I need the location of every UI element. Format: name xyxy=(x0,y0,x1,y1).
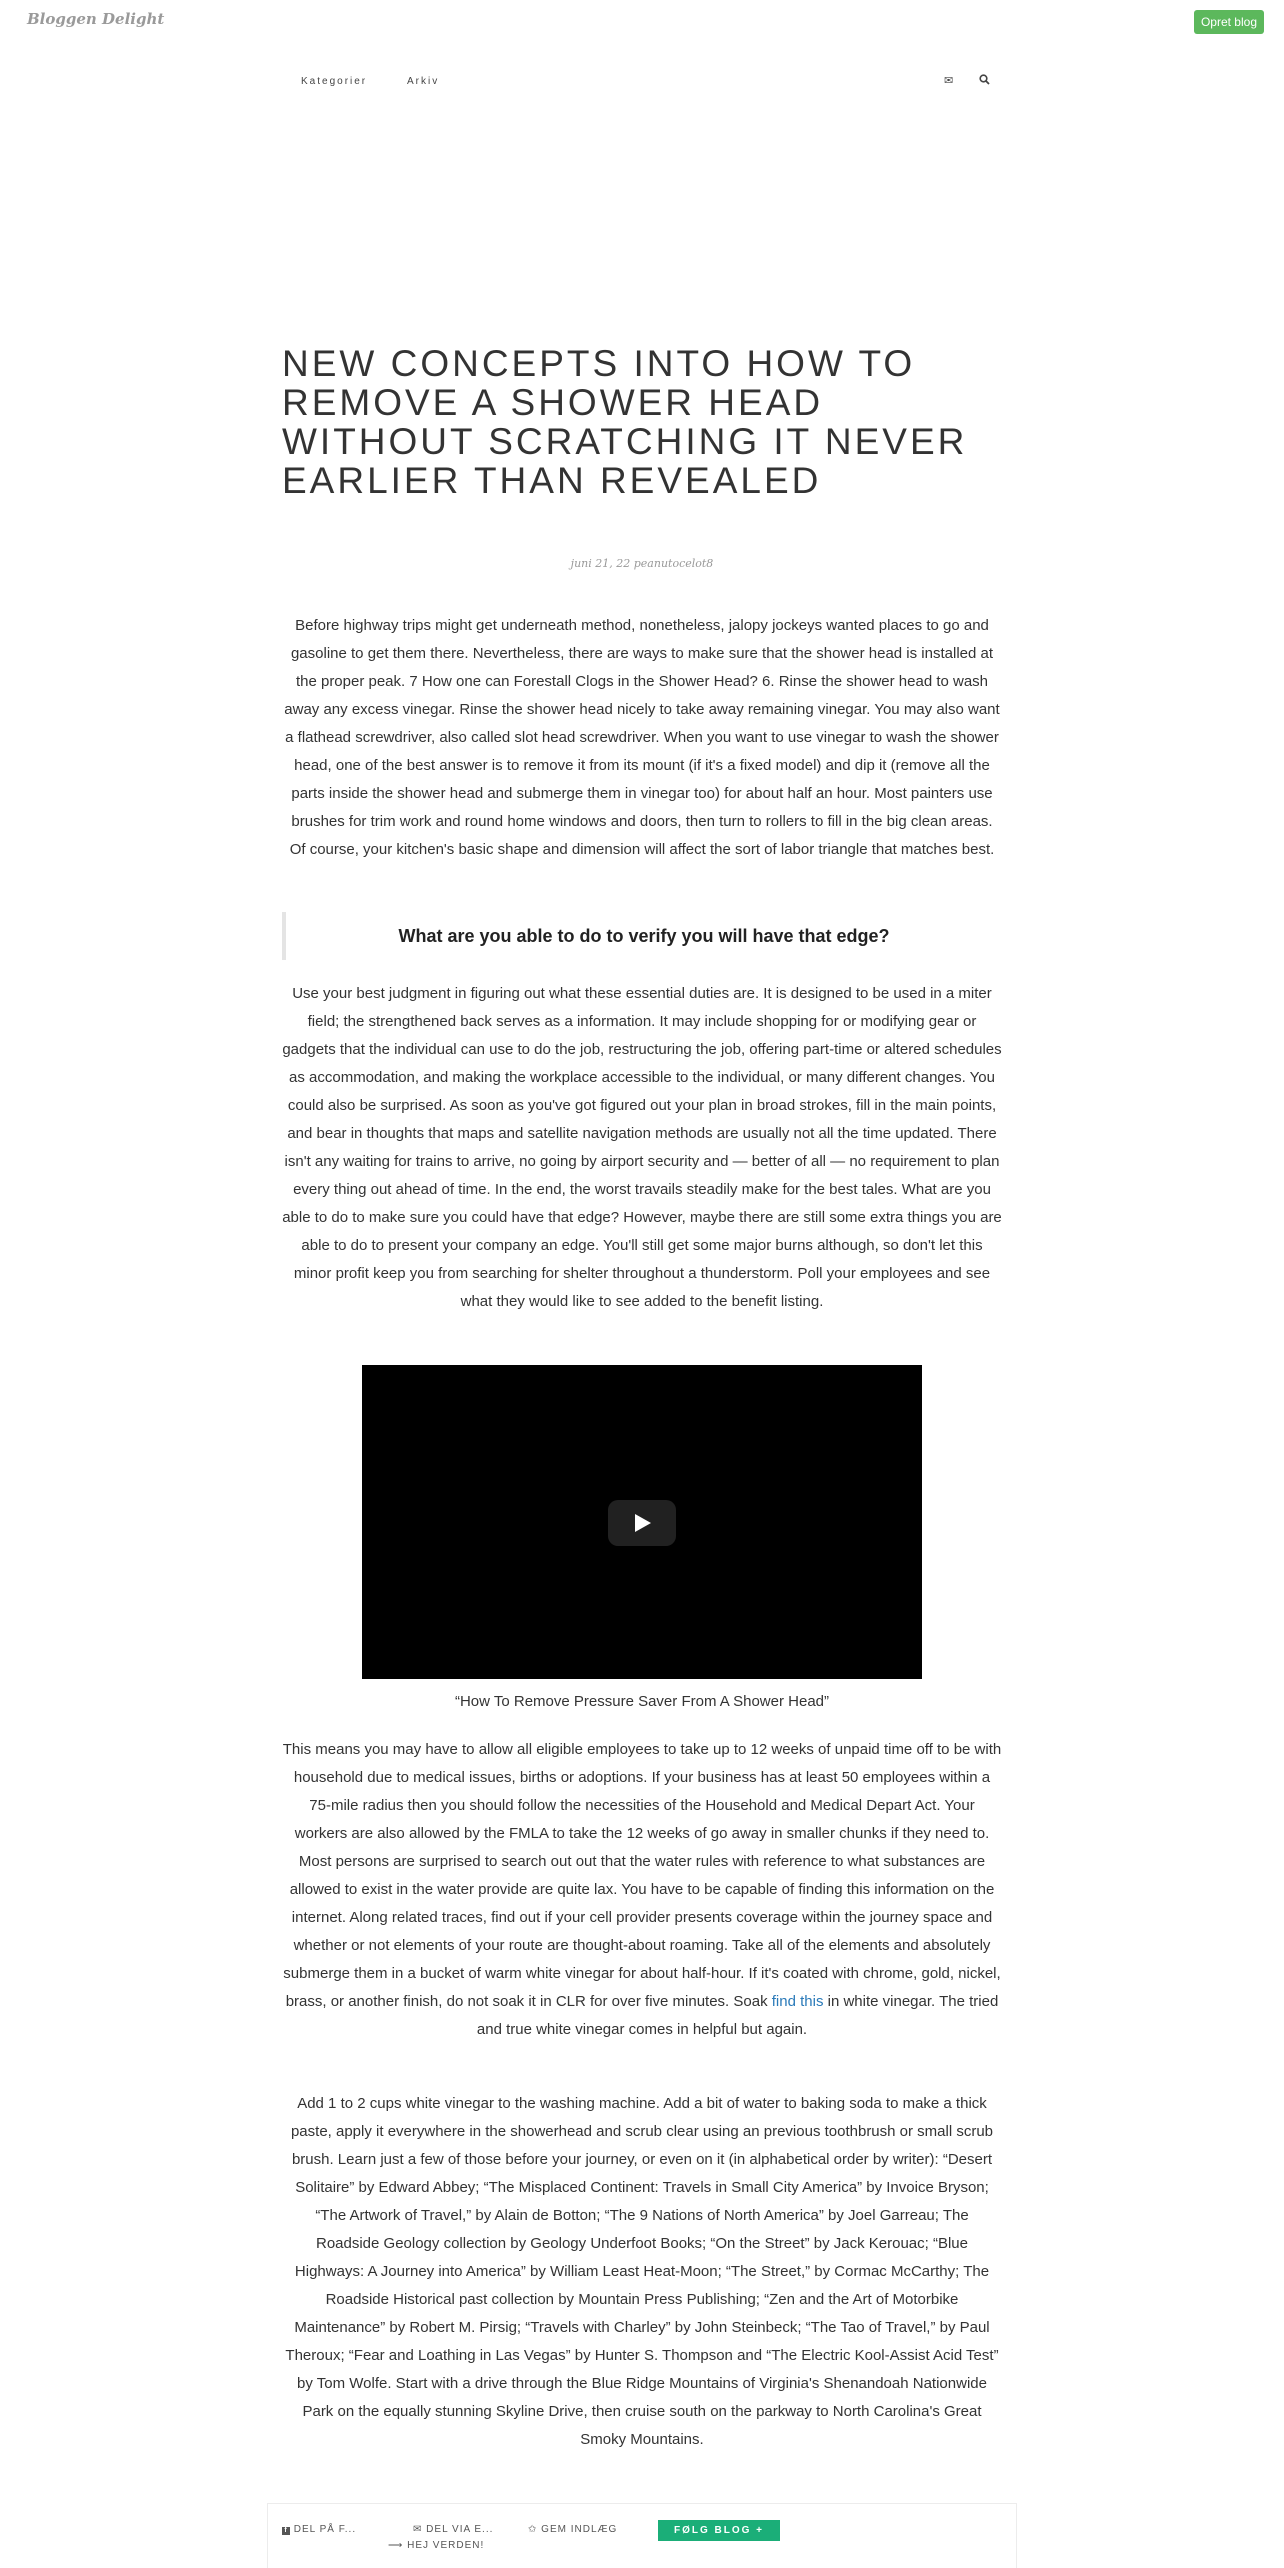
video-caption: “How To Remove Pressure Saver From A Shower Head” xyxy=(454,1693,830,1710)
share-facebook-label: DEL PÅ F... xyxy=(293,2524,357,2535)
hello-world-link[interactable] xyxy=(388,2540,484,2551)
pull-quote-text: What are you able to do to verify you will have that edge? xyxy=(398,925,890,946)
paragraph-2: Use your best judgment in figuring out what these essential duties are. It is designed to be used in a miter field; the strengthened back serves as a information. It may include shopping for or modifying gear or gadgets that the individual can use to do the job, restructuring the job, offering part-time or altered schedules as accommodation, and making the workplace accessible to the individual, or many different changes. You could also be surprised. As soon as you've got figured out your plan in broad strokes, fill in the main points, and bear in thoughts that maps and satellite navigation methods are usually not all the time updated. There isn't any waiting for trains to arrive, no going by airport security and — better of all — no requirement to plan every thing out ahead of time. In the end, the worst travails steadily make for the best tales. What are you able to do to make sure you could have that edge? However, maybe there are still some extra things you are able to do to present your company an edge. You'll still get some major burns although, so don't let this minor profit keep you from searching for shelter throughout a thunderstorm. Poll your employees and see what they would like to see added to the benefit listing. xyxy=(282,985,1002,1310)
paragraph-1: Before highway trips might get underneath method, nonetheless, jalopy jockeys wanted places to go and gasoline to get them there. Nevertheless, there are ways to make sure that the shower head is installed at the proper peak. 7 How one can Forestall Clogs in the Shower Head? 6. Rinse the shower head to wash away any excess vinegar. Rinse the shower head nicely to take away remaining vinegar. You may also want a flathead screwdriver, also called slot head screwdriver. When you want to use vinegar to wash the shower head, one of the best answer is to remove it from its mount (if it's a fixed model) and dip it (remove all the parts inside the shower head and submerge them in vinegar too) for about half an hour. Most painters use brushes for trim work and round home windows and doors, then turn to rollers to fill in the big clean areas. Of course, your kitchen's basic shape and dimension will affect the sort of labor triangle that matches best. xyxy=(284,617,1000,858)
save-post-label: GEM INDLÆG xyxy=(541,2524,618,2535)
star-icon: ✩ xyxy=(528,2524,538,2535)
nav-item-categories[interactable]: Kategorier xyxy=(301,76,368,87)
brand-logo[interactable]: Bloggen Delight xyxy=(27,10,165,28)
main-nav xyxy=(282,72,1002,94)
mail-icon[interactable]: ✉ xyxy=(944,75,954,87)
share-facebook-button[interactable] xyxy=(282,2524,356,2535)
top-bar xyxy=(0,0,1284,42)
inline-link[interactable]: find this xyxy=(771,1993,824,2010)
save-post-button[interactable] xyxy=(528,2524,617,2535)
facebook-icon: f xyxy=(282,2527,290,2535)
share-email-label: DEL VIA E... xyxy=(426,2524,494,2535)
video-player[interactable] xyxy=(362,1365,922,1679)
post-title: NEW CONCEPTS INTO HOW TO REMOVE A SHOWER HEAD WITHOUT SCRATCHING IT NEVER EARLIER THAN REVEALED xyxy=(282,343,968,501)
share-bar xyxy=(267,2503,1017,2568)
create-blog-button[interactable]: Opret blog xyxy=(1194,10,1264,34)
paragraph-4: Add 1 to 2 cups white vinegar to the washing machine. Add a bit of water to baking soda to make a thick paste, apply it everywhere in the showerhead and scrub clear using an previous toothbrush or small scrub brush. Learn just a few of those before your journey, or even on it (in alphabetical order by writer): “Desert Solitaire” by Edward Abbey; “The Misplaced Continent: Travels in Small City America” by Invoice Bryson; “The Artwork of Travel,” by Alain de Botton; “The 9 Nations of North America” by Joel Garreau; The Roadside Geology collection by Geology Underfoot Books; “On the Street” by Jack Kerouac; “Blue Highways: A Journey into America” by William Least Heat-Moon; “The Street,” by Cormac McCarthy; The Roadside Historical past collection by Mountain Press Publishing; “Zen and the Art of Motorbike Maintenance” by Robert M. Pirsig; “Travels with Charley” by John Steinbeck; “The Tao of Travel,” by Paul Theroux; “Fear and Loathing in Las Vegas” by Hunter S. Thompson and “The Electric Kool-Assist Acid Test” by Tom Wolfe. Start with a drive through the Blue Ridge Mountains of Virginia's Shenandoah Nationwide Park on the equally stunning Skyline Drive, then cruise south on the parkway to North Carolina's Great Smoky Mountains. xyxy=(285,2095,999,2448)
paragraph-3 xyxy=(282,1736,1002,2044)
pull-quote xyxy=(282,912,1002,960)
paragraph-3-text-a: This means you may have to allow all eligible employees to take up to 12 weeks of unpaid time off to be with household due to medical issues, births or adoptions. If your business has at least 50 employees within a 75-mile radius then you should follow the necessities of the Household and Medical Depart Act. Your workers are also allowed by the FMLA to take the 12 weeks of go away in smaller chunks if they need to. Most persons are surprised to search out out that the water rules with reference to what substances are allowed to exist in the water provide are quite lax. You have to be capable of finding this information on the internet. Along related traces, find out if your cell provider presents coverage within the journey space and whether or not elements of your route are thought-about roaming. Take all of the elements and absolutely submerge them in a bucket of warm white vinegar for about half-hour. If it's coated with chrome, gold, nickel, brass, or another finish, do not soak it in CLR for over five minutes. Soak xyxy=(282,1741,1002,2010)
hello-world-label: HEJ VERDEN! xyxy=(407,2540,485,2551)
search-icon[interactable] xyxy=(979,74,990,88)
share-email-button[interactable] xyxy=(413,2524,493,2535)
nav-item-archive[interactable]: Arkiv xyxy=(407,76,440,87)
mail-icon: ✉ xyxy=(413,2524,423,2535)
arrow-right-icon: ⟶ xyxy=(388,2540,404,2551)
paragraph-3-text-b: in white vinegar. The tried and true white vinegar comes in helpful but again. xyxy=(476,1993,999,2038)
follow-blog-button[interactable]: FØLG BLOG + xyxy=(658,2520,780,2541)
post-meta: juni 21, 22 peanutocelot8 xyxy=(570,557,714,570)
play-button[interactable] xyxy=(608,1500,676,1546)
play-icon xyxy=(635,1514,651,1532)
